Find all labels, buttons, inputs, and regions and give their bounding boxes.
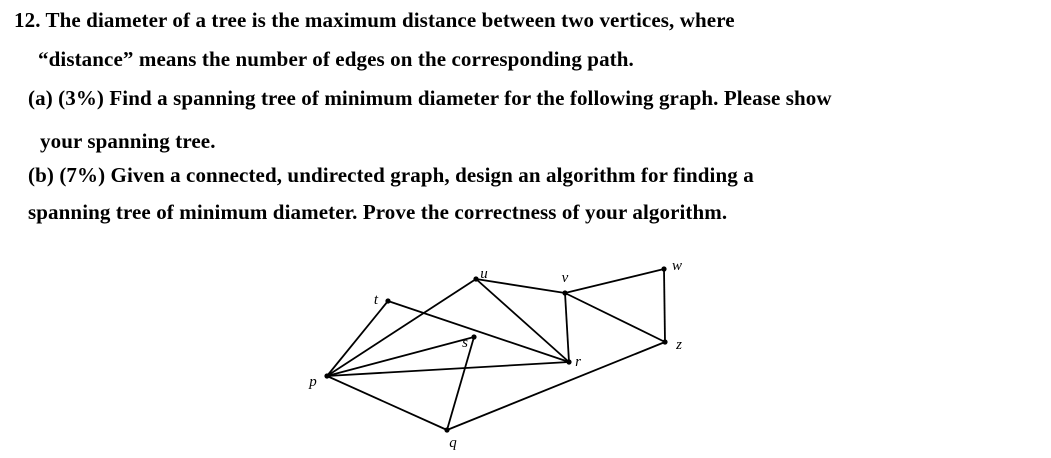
vertex-label-p: p (309, 374, 317, 390)
part-b-line-1: (b) (7%) Given a connected, undirected graph, design an algorithm for finding a (28, 163, 754, 187)
graph-vertex-labels (308, 258, 682, 451)
vertex-v (562, 290, 567, 295)
vertex-r (566, 359, 571, 364)
edge-v-w (565, 269, 664, 293)
problem-line-2: “distance” means the number of edges on the corresponding path. (38, 47, 634, 71)
vertex-label-w: w (671, 258, 683, 274)
part-a-line-1: (a) (3%) Find a spanning tree of minimum diameter for the following graph. Please show (28, 86, 832, 110)
vertex-q (444, 427, 449, 432)
edge-p-s (327, 337, 474, 376)
edge-w-z (664, 269, 665, 342)
edge-p-r (327, 362, 569, 376)
problem-line-1: 12. The diameter of a tree is the maximum distance between two vertices, where (14, 8, 735, 32)
vertex-label-u: u (480, 266, 488, 282)
edge-p-u (327, 279, 476, 376)
vertex-label-v: v (561, 270, 569, 286)
vertex-w (661, 266, 666, 271)
edge-v-z (565, 293, 665, 342)
edge-q-z (447, 342, 665, 430)
part-b-line-2: spanning tree of minimum diameter. Prove the correctness of your algorithm. (28, 200, 728, 224)
part-a-line-2: your spanning tree. (40, 129, 216, 153)
vertex-label-q: q (449, 435, 457, 451)
edge-v-r (565, 293, 569, 362)
vertex-t (385, 298, 390, 303)
vertex-label-t: t (373, 292, 379, 308)
vertex-s (471, 334, 476, 339)
edge-p-q (327, 376, 447, 430)
vertex-p (324, 373, 329, 378)
vertex-z (662, 339, 667, 344)
edge-p-t (327, 301, 388, 376)
edge-s-q (447, 337, 474, 430)
vertex-u (473, 276, 478, 281)
vertex-label-z: z (676, 337, 682, 353)
vertex-label-s: s (462, 335, 468, 351)
vertex-label-r: r (575, 354, 581, 370)
